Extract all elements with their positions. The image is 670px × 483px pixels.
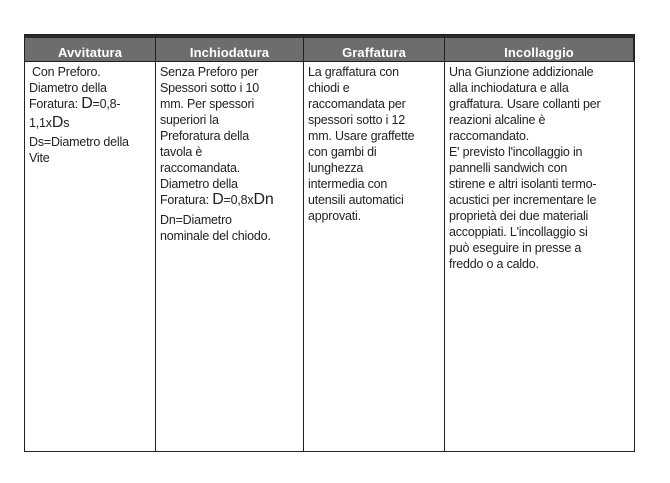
graffatura-line: utensili automatici: [308, 193, 404, 207]
incollaggio-line: graffatura. Usare collanti per: [449, 97, 601, 111]
inchiodatura-line-3: mm. Per spessori: [160, 97, 255, 111]
incollaggio-line: stirene e altri isolanti termo-: [449, 177, 597, 191]
incollaggio-line: reazioni alcaline è: [449, 113, 546, 127]
avvitatura-line-4a: 1,1x: [29, 116, 52, 130]
header-avvitatura: Avvitatura: [25, 35, 156, 62]
incollaggio-line: Una Giunzione addizionale: [449, 65, 594, 79]
inchiodatura-line-7: raccomandata.: [160, 161, 241, 175]
avvitatura-line-4b: D: [51, 114, 64, 131]
incollaggio-line: accoppiati. L'incollaggio si: [449, 225, 588, 239]
avvitatura-line-3b: D: [81, 95, 93, 112]
graffatura-line: lunghezza: [308, 161, 364, 175]
incollaggio-line: freddo o a caldo.: [449, 257, 539, 271]
graffatura-line: spessori sotto i 12: [308, 113, 405, 127]
graffatura-line: La graffatura con: [308, 65, 399, 79]
inchiodatura-line-9d: Dn: [253, 191, 274, 208]
incollaggio-line: proprietà dei due materiali: [449, 209, 589, 223]
inchiodatura-line-11: nominale del chiodo.: [160, 229, 271, 243]
cell-graffatura: [304, 62, 445, 451]
inchiodatura-line-9a: Foratura:: [160, 193, 213, 207]
cell-incollaggio: [445, 62, 634, 451]
inchiodatura-line-9b: D: [212, 191, 224, 208]
graffatura-line: approvati.: [308, 209, 361, 223]
inchiodatura-line-4: superiori la: [160, 113, 219, 127]
graffatura-line: chiodi e: [308, 81, 350, 95]
avvitatura-line-2: Diametro della: [29, 81, 107, 95]
graffatura-line: raccomandata per: [308, 97, 406, 111]
graffatura-line: mm. Usare graffette: [308, 129, 415, 143]
incollaggio-line: raccomandato.: [449, 129, 530, 143]
avvitatura-line-4: [29, 115, 152, 131]
inchiodatura-line-8: Diametro della: [160, 177, 238, 191]
header-graffatura: Graffatura: [304, 35, 445, 62]
incollaggio-line: E' previsto l'incollaggio in: [449, 145, 583, 159]
avvitatura-line-3: [29, 96, 152, 112]
avvitatura-line-1: Con Preforo.: [32, 65, 101, 79]
graffatura-line: con gambi di: [308, 145, 377, 159]
inchiodatura-line-9: [160, 192, 300, 208]
inchiodatura-line-1: Senza Preforo per: [160, 65, 259, 79]
graffatura-line: intermedia con: [308, 177, 388, 191]
inchiodatura-line-6: tavola è: [160, 145, 203, 159]
avvitatura-line-3c: =0,8-: [92, 97, 121, 111]
avvitatura-line-3a: Foratura:: [29, 97, 82, 111]
cell-inchiodatura: [156, 62, 304, 451]
joining-methods-table: [24, 34, 635, 452]
inchiodatura-line-9c: =0,8x: [223, 193, 254, 207]
header-incollaggio: Incollaggio: [445, 35, 634, 62]
incollaggio-line: può eseguire in presse a: [449, 241, 582, 255]
inchiodatura-line-5: Preforatura della: [160, 129, 250, 143]
cell-avvitatura: [25, 62, 156, 451]
avvitatura-line-4c: s: [63, 116, 70, 130]
incollaggio-line: acustici per incrementare le: [449, 193, 597, 207]
incollaggio-line: pannelli sandwich con: [449, 161, 568, 175]
table-grid: [25, 35, 634, 451]
inchiodatura-line-10: Dn=Diametro: [160, 213, 232, 227]
header-inchiodatura: Inchiodatura: [156, 35, 304, 62]
inchiodatura-line-2: Spessori sotto i 10: [160, 81, 260, 95]
incollaggio-line: alla inchiodatura e alla: [449, 81, 569, 95]
avvitatura-line-6: Vite: [29, 151, 50, 165]
avvitatura-line-5: Ds=Diametro della: [29, 135, 129, 149]
